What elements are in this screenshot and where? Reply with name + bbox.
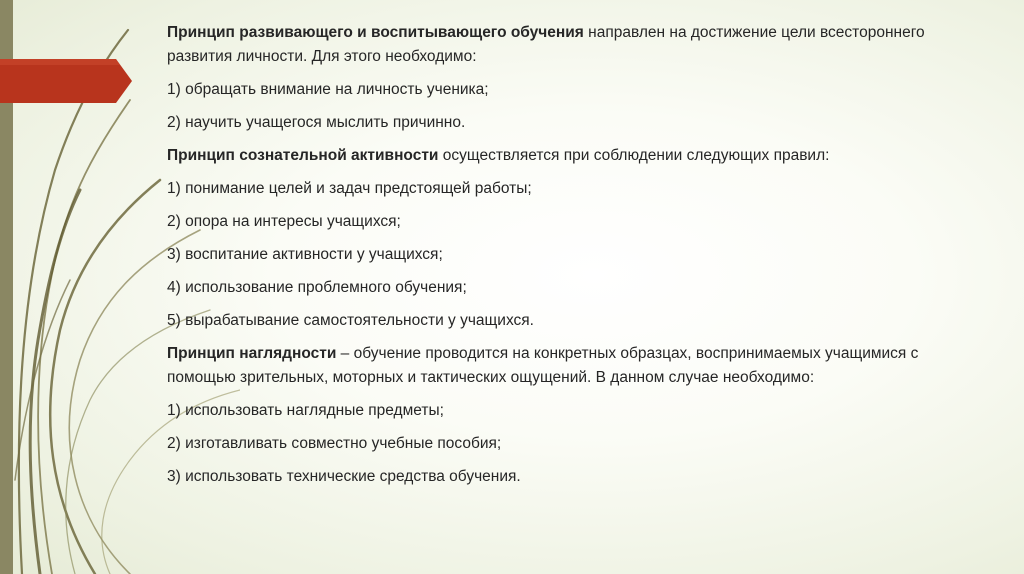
slide-content [167, 21, 927, 498]
list-item: 5) вырабатывание самостоятельности у учащихся. [167, 312, 534, 329]
principle-visibility-title: Принцип наглядности [167, 345, 337, 362]
principle-developing-title: Принцип развивающего и воспитывающего обучения [167, 24, 584, 41]
principle-activity-text: осуществляется при соблюдении следующих правил: [438, 147, 830, 164]
list-item: 1) понимание целей и задач предстоящей работы; [167, 180, 532, 197]
list-item: 2) опора на интересы учащихся; [167, 213, 401, 230]
red-ribbon-arrow [0, 0, 140, 130]
list-item: 4) использование проблемного обучения; [167, 279, 467, 296]
principle-visibility-text: – обучение проводится на конкретных образцах, воспринимаемых учащимися с помощью зрительных, моторных и тактических ощущений. В данном случае необходимо: [167, 345, 919, 386]
list-item: 2) изготавливать совместно учебные пособия; [167, 435, 502, 452]
list-item: 2) научить учащегося мыслить причинно. [167, 114, 466, 131]
principle-developing-paragraph [167, 21, 927, 69]
principle-visibility-paragraph [167, 342, 927, 390]
principle-developing-text: направлен на достижение цели всестороннего развития личности. Для этого необходимо: [167, 24, 925, 65]
list-item: 3) использовать технические средства обучения. [167, 468, 521, 485]
list-item: 1) использовать наглядные предметы; [167, 402, 444, 419]
principle-activity-title: Принцип сознательной активности [167, 147, 439, 164]
principle-activity-paragraph [167, 144, 927, 168]
list-item: 3) воспитание активности у учащихся; [167, 246, 443, 263]
list-item: 1) обращать внимание на личность ученика; [167, 81, 489, 98]
